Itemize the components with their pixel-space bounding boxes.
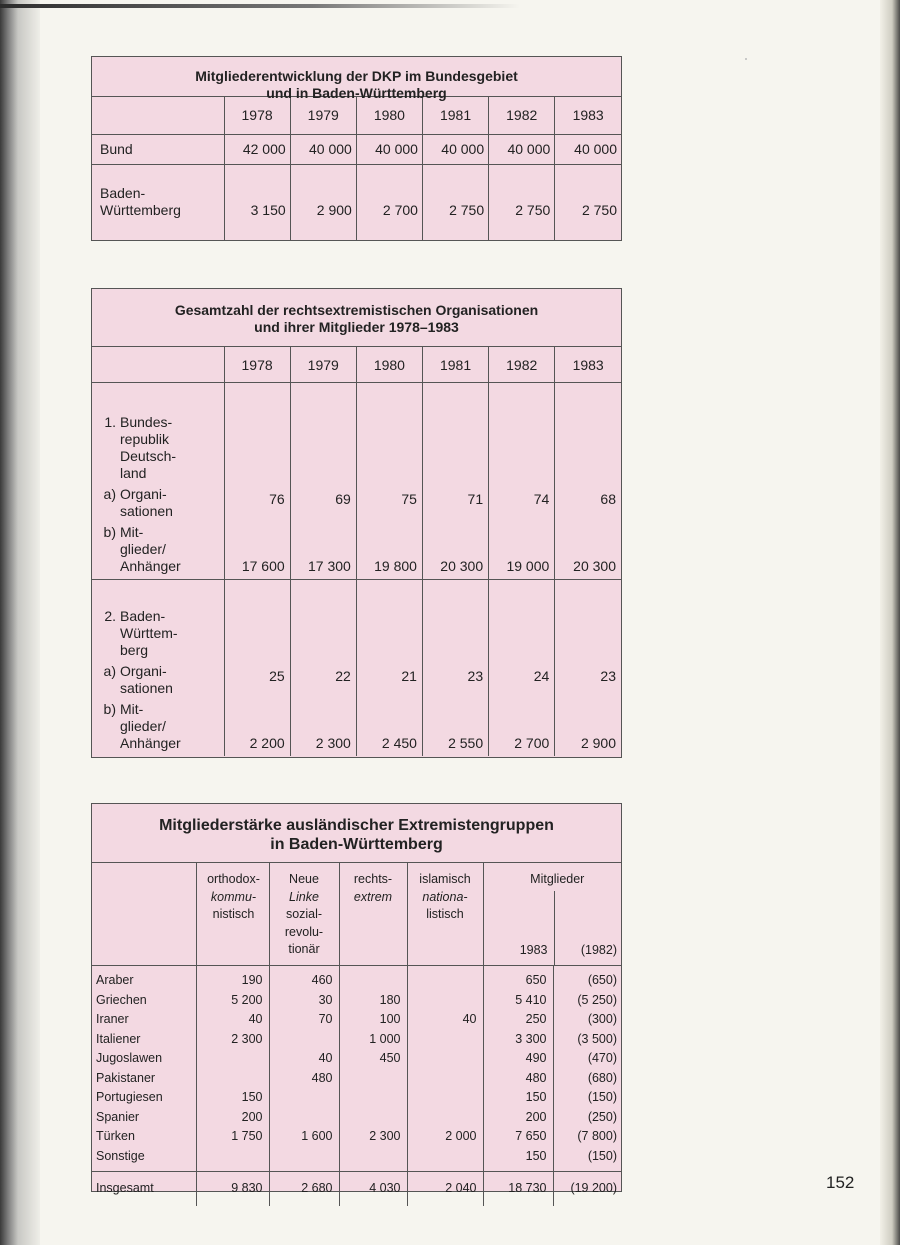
row-label: Spanier xyxy=(96,1109,140,1124)
table1-grid xyxy=(92,97,621,240)
row-label: Griechen xyxy=(96,992,147,1007)
table2-grid xyxy=(92,347,621,756)
value-column xyxy=(555,580,621,756)
member-count: 20 300 xyxy=(573,558,616,574)
col-header-islamisch xyxy=(407,863,483,966)
table-cell: (680) xyxy=(553,1069,621,1089)
value-column xyxy=(422,383,488,580)
mitglieder-divider xyxy=(554,891,555,965)
table-cell xyxy=(269,1108,339,1128)
list-marker: b) xyxy=(103,524,116,540)
table3-total-row xyxy=(92,1172,621,1207)
table-row xyxy=(92,1127,621,1147)
year-header: 1982 xyxy=(489,347,555,383)
table-cell: 180 xyxy=(339,991,407,1011)
org-count: 74 xyxy=(533,491,550,507)
org-count: 25 xyxy=(269,667,285,684)
org-count: 71 xyxy=(467,491,484,507)
table-cell xyxy=(339,1088,407,1108)
table-cell: 100 xyxy=(339,1010,407,1030)
table-row xyxy=(92,966,621,991)
table-cell: 3 300 xyxy=(483,1030,553,1050)
table-cell xyxy=(269,1030,339,1050)
label-line: Deutsch- xyxy=(120,448,177,464)
label-line: republik xyxy=(120,431,170,447)
org-count: 24 xyxy=(533,667,550,684)
row-label: Bund xyxy=(92,134,224,164)
table-cell xyxy=(339,1147,407,1172)
total-cell: 2 680 xyxy=(269,1172,339,1207)
header-line: nationa- xyxy=(422,889,468,904)
row-label: Sonstige xyxy=(96,1148,145,1163)
row-label-line: Baden- xyxy=(100,185,146,202)
header-line: extrem xyxy=(353,889,393,904)
table-cell xyxy=(339,1069,407,1089)
table-cell: 200 xyxy=(483,1108,553,1128)
table2-year-row xyxy=(92,347,621,383)
year-header: 1980 xyxy=(356,347,422,383)
table3-title-line2: in Baden-Württemberg xyxy=(270,836,443,853)
org-label-text xyxy=(120,663,173,697)
table-cell: (5 250) xyxy=(553,991,621,1011)
row-label-line: Württemberg xyxy=(100,202,181,219)
table3-title xyxy=(92,804,621,863)
member-count: 19 000 xyxy=(506,558,550,574)
org-count: 68 xyxy=(600,491,616,507)
col-header-orthodox xyxy=(196,863,269,966)
member-count: 19 800 xyxy=(374,558,417,574)
list-marker: 1. xyxy=(104,414,116,430)
table-cell: 2 300 xyxy=(196,1030,269,1050)
table-cell xyxy=(269,1147,339,1172)
row-label: Iraner xyxy=(96,1012,129,1026)
table-cell: 150 xyxy=(196,1088,269,1108)
table-cell: (7 800) xyxy=(553,1127,621,1147)
label-line: glieder/ xyxy=(120,541,166,557)
table-cell: 40 xyxy=(407,1010,483,1030)
total-cell: (19 200) xyxy=(553,1172,621,1207)
table-cell: 2 750 xyxy=(422,164,488,240)
org-count: 75 xyxy=(401,491,417,507)
value-column xyxy=(290,383,356,580)
table1-year-row xyxy=(92,97,621,134)
dkp-membership-table xyxy=(91,56,622,241)
table-row xyxy=(92,1010,621,1030)
table-cell: 450 xyxy=(339,1049,407,1069)
row-label xyxy=(92,164,224,240)
table-cell: 460 xyxy=(269,966,339,991)
section-heading-text xyxy=(120,608,178,659)
speck xyxy=(745,58,747,60)
section-heading xyxy=(98,414,224,482)
table3-header-row xyxy=(92,863,621,966)
col-header-neue-linke xyxy=(269,863,339,966)
table-cell: 1 600 xyxy=(269,1127,339,1147)
label-line: Württem- xyxy=(120,624,178,641)
year-header: 1983 xyxy=(555,347,621,383)
org-count: 23 xyxy=(600,667,616,684)
table-cell: 30 xyxy=(269,991,339,1011)
member-count: 2 550 xyxy=(448,734,484,751)
total-cell: 2 040 xyxy=(407,1172,483,1207)
table-cell xyxy=(407,1030,483,1050)
value-column xyxy=(356,580,422,756)
total-cell: 9 830 xyxy=(196,1172,269,1207)
value-column xyxy=(224,580,290,756)
col-header-rechts xyxy=(339,863,407,966)
table-cell: 190 xyxy=(196,966,269,991)
table2-title xyxy=(92,289,621,347)
table-cell xyxy=(339,1108,407,1128)
row-label: Jugoslawen xyxy=(96,1051,163,1065)
table-cell xyxy=(407,1069,483,1089)
member-count: 17 300 xyxy=(307,558,351,574)
table-cell: 200 xyxy=(196,1108,269,1128)
table-cell: 1 000 xyxy=(339,1030,407,1050)
table-cell xyxy=(407,1108,483,1128)
table-row xyxy=(92,1030,621,1050)
member-label-text xyxy=(120,701,181,752)
col-header-mitglieder xyxy=(483,863,621,966)
label-line: glieder/ xyxy=(120,717,166,734)
header-line: listisch xyxy=(426,907,464,921)
table-row xyxy=(92,134,621,164)
table-cell: 2 700 xyxy=(356,164,422,240)
table-cell: 2 750 xyxy=(489,164,555,240)
table-cell: 250 xyxy=(483,1010,553,1030)
header-line: sozial- xyxy=(285,907,323,921)
table-cell: 40 000 xyxy=(422,134,488,164)
table-row xyxy=(92,1108,621,1128)
table-cell: 2 900 xyxy=(290,164,356,240)
header-line: revolu- xyxy=(284,924,324,939)
year-header: 1981 xyxy=(422,347,488,383)
table-cell: 1 750 xyxy=(196,1127,269,1147)
table-cell: 40 xyxy=(269,1049,339,1069)
section-heading xyxy=(98,608,224,659)
table-cell xyxy=(196,1049,269,1069)
member-count: 2 200 xyxy=(249,734,285,751)
label-line: sationen xyxy=(120,503,173,519)
right-extremist-organisations-table xyxy=(91,288,622,758)
page-number: 152 xyxy=(826,1173,855,1192)
org-label xyxy=(98,663,224,697)
table-cell: 480 xyxy=(269,1069,339,1089)
section-heading-text xyxy=(120,414,176,482)
member-label xyxy=(98,524,224,575)
table-cell xyxy=(407,991,483,1011)
book-binding-shadow xyxy=(0,0,40,1245)
row-label: Pakistaner xyxy=(96,1070,156,1085)
member-count: 2 700 xyxy=(514,734,550,751)
label-line: Anhänger xyxy=(120,558,181,574)
header-line: Linke xyxy=(289,889,319,904)
member-count: 2 300 xyxy=(315,734,351,751)
table-cell: 650 xyxy=(483,966,553,991)
table-row xyxy=(92,1147,621,1172)
page-right-edge xyxy=(880,0,900,1245)
table-row xyxy=(92,1049,621,1069)
value-column xyxy=(422,580,488,756)
label-line: Mit- xyxy=(120,700,144,717)
label-line: berg xyxy=(120,641,149,658)
label-line: Anhänger xyxy=(120,734,181,751)
year-header: 1982 xyxy=(489,97,555,134)
table-cell xyxy=(407,1147,483,1172)
table1-title xyxy=(92,57,621,101)
org-label-text xyxy=(120,486,173,520)
member-count: 2 900 xyxy=(580,734,616,751)
table-cell xyxy=(196,1147,269,1172)
label-line: Baden- xyxy=(120,607,166,624)
member-label xyxy=(98,701,224,752)
value-column xyxy=(356,383,422,580)
table2-title-line2: und ihrer Mitglieder 1978–1983 xyxy=(254,319,459,335)
value-column xyxy=(224,383,290,580)
year-header: 1978 xyxy=(224,97,290,134)
table-cell: 5 200 xyxy=(196,991,269,1011)
header-year-1983: 1983 xyxy=(519,942,548,957)
row-label: Portugiesen xyxy=(96,1090,163,1104)
table-cell xyxy=(196,1069,269,1089)
header-line: Neue xyxy=(289,872,319,886)
table-cell: (150) xyxy=(553,1147,621,1172)
header-year-1982: (1982) xyxy=(580,942,617,957)
header-mitglieder-label: Mitglieder xyxy=(530,872,585,886)
header-line: tionär xyxy=(288,942,320,956)
table-cell: 42 000 xyxy=(224,134,290,164)
list-marker: 2. xyxy=(104,607,116,624)
value-column xyxy=(489,580,555,756)
header-line: orthodox- xyxy=(207,872,260,886)
label-line: sationen xyxy=(120,679,173,696)
table-cell: 40 xyxy=(196,1010,269,1030)
table2-title-line1: Gesamtzahl der rechtsextremistischen Organisationen xyxy=(174,302,539,318)
table-row xyxy=(92,991,621,1011)
table-cell: 150 xyxy=(483,1147,553,1172)
year-header: 1981 xyxy=(422,97,488,134)
table-cell: 3 150 xyxy=(224,164,290,240)
table1-corner xyxy=(92,97,224,134)
table-cell: (150) xyxy=(553,1088,621,1108)
table2-section-bw xyxy=(92,580,621,756)
label-line: Organi- xyxy=(120,486,167,502)
table-cell: 7 650 xyxy=(483,1127,553,1147)
header-line: rechts- xyxy=(353,872,393,886)
page-top-edge xyxy=(0,4,520,8)
table1-title-line1: Mitgliederentwicklung der DKP im Bundesgebiet xyxy=(195,68,518,84)
label-line: Organi- xyxy=(120,662,167,679)
table-cell: (650) xyxy=(553,966,621,991)
table-row xyxy=(92,1069,621,1089)
year-header: 1979 xyxy=(290,347,356,383)
table1-title-line2: und in Baden-Württemberg xyxy=(266,85,447,101)
table-cell: (470) xyxy=(553,1049,621,1069)
table3-title-line1: Mitgliederstärke ausländischer Extremistengruppen xyxy=(159,817,554,834)
org-label xyxy=(98,486,224,520)
table-cell: 40 000 xyxy=(489,134,555,164)
org-count: 76 xyxy=(269,491,285,507)
table-cell: 2 000 xyxy=(407,1127,483,1147)
table-cell: 2 300 xyxy=(339,1127,407,1147)
table-cell: 490 xyxy=(483,1049,553,1069)
table3-corner xyxy=(92,863,196,966)
member-label-text xyxy=(120,524,181,575)
table-row xyxy=(92,164,621,240)
member-count: 20 300 xyxy=(440,558,484,574)
value-column xyxy=(489,383,555,580)
year-header: 1980 xyxy=(356,97,422,134)
table-cell: 2 750 xyxy=(555,164,621,240)
member-count: 17 600 xyxy=(241,558,285,574)
table-cell xyxy=(269,1088,339,1108)
total-label: Insgesamt xyxy=(92,1172,196,1207)
section-label xyxy=(92,383,224,580)
header-line: kommu- xyxy=(210,889,257,904)
org-count: 21 xyxy=(401,667,417,684)
row-label: Araber xyxy=(96,973,134,987)
org-count: 69 xyxy=(335,491,351,507)
member-count: 2 450 xyxy=(381,734,417,751)
year-header: 1978 xyxy=(224,347,290,383)
header-line: islamisch xyxy=(419,872,471,886)
org-count: 23 xyxy=(467,667,484,684)
table-cell: 480 xyxy=(483,1069,553,1089)
table-cell: 5 410 xyxy=(483,991,553,1011)
table2-section-brd xyxy=(92,383,621,580)
label-line: Mit- xyxy=(120,524,144,540)
table2-corner xyxy=(92,347,224,383)
row-label: Italiener xyxy=(96,1031,141,1046)
header-line: nistisch xyxy=(212,907,255,921)
table-cell: 40 000 xyxy=(290,134,356,164)
table-row xyxy=(92,1088,621,1108)
value-column xyxy=(290,580,356,756)
label-line: Bundes- xyxy=(120,414,173,430)
row-label: Türken xyxy=(96,1129,135,1143)
table-cell xyxy=(407,966,483,991)
table-cell: 70 xyxy=(269,1010,339,1030)
table-cell xyxy=(339,966,407,991)
table3-body xyxy=(92,966,621,1172)
list-marker: b) xyxy=(103,700,116,717)
label-line: land xyxy=(120,465,147,481)
table-cell: (3 500) xyxy=(553,1030,621,1050)
table-cell: 150 xyxy=(483,1088,553,1108)
year-header: 1983 xyxy=(555,97,621,134)
total-cell: 4 030 xyxy=(339,1172,407,1207)
table3-grid xyxy=(92,863,621,1206)
list-marker: a) xyxy=(103,662,116,679)
table-cell xyxy=(407,1088,483,1108)
table-cell: (250) xyxy=(553,1108,621,1128)
org-count: 22 xyxy=(335,667,351,684)
list-marker: a) xyxy=(103,486,116,502)
section-label xyxy=(92,580,224,756)
total-cell: 18 730 xyxy=(483,1172,553,1207)
table-cell: 40 000 xyxy=(555,134,621,164)
table-cell xyxy=(407,1049,483,1069)
table-cell: 40 000 xyxy=(356,134,422,164)
foreign-extremist-groups-table xyxy=(91,803,622,1196)
table-cell: (300) xyxy=(553,1010,621,1030)
value-column xyxy=(555,383,621,580)
year-header: 1979 xyxy=(290,97,356,134)
